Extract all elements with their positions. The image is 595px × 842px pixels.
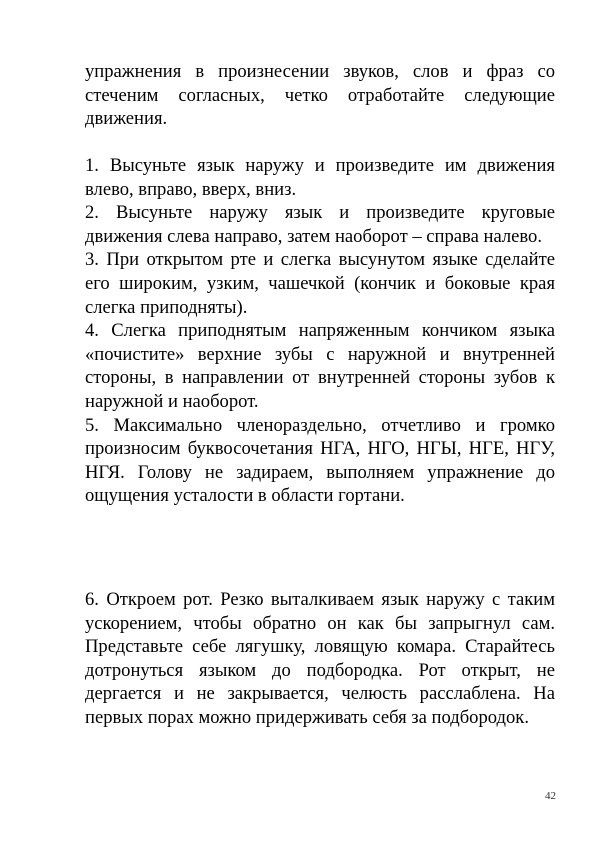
exercise-item-6-block [85,588,555,730]
exercise-item-1: 1. Высуньте язык наружу и произведите им движения влево, вправо, вверх, вниз. [85,155,555,200]
exercise-item-3: 3. При открытом рте и слегка высунутом языке сделайте его широким, узким, чашечкой (кончик и боковые края слегка приподняты). [85,249,555,318]
intro-text: упражнения в произнесении звуков, слов и фраз со стеченим согласных, четко отработайте следующие движения. [85,61,555,130]
exercise-item-5: 5. Максимально членораздельно, отчетливо и громко произносим буквосочетания НГА, НГО, НГЫ, НГЕ, НГУ, НГЯ. Голову не задираем, выполняем упражнение до ощущения усталости в области гортани. [85,414,555,507]
page-number: 42 [545,790,556,802]
exercise-list [85,154,555,508]
exercise-item-2: 2. Высуньте наружу язык и произведите круговые движения слева направо, затем наоборот – справа налево. [85,202,555,247]
exercise-item-4: 4. Слегка приподнятым напряженным кончиком языка «почистите» верхние зубы с наружной и внутренней стороны, в направлении от внутренней стороны зубов к наружной и наоборот. [85,320,555,412]
exercise-item-6: 6. Откроем рот. Резко выталкиваем язык наружу с таким ускорением, чтобы обратно он как бы запрыгнул сам. Представьте себе лягушку, ловящую комара. Старайтесь дотронуться языком до подбородка. Рот открыт, не дергается и не закрывается, челюсть расслаблена. На первых порах можно придерживать себя за подбородок. [85,589,555,728]
intro-paragraph [85,60,555,131]
